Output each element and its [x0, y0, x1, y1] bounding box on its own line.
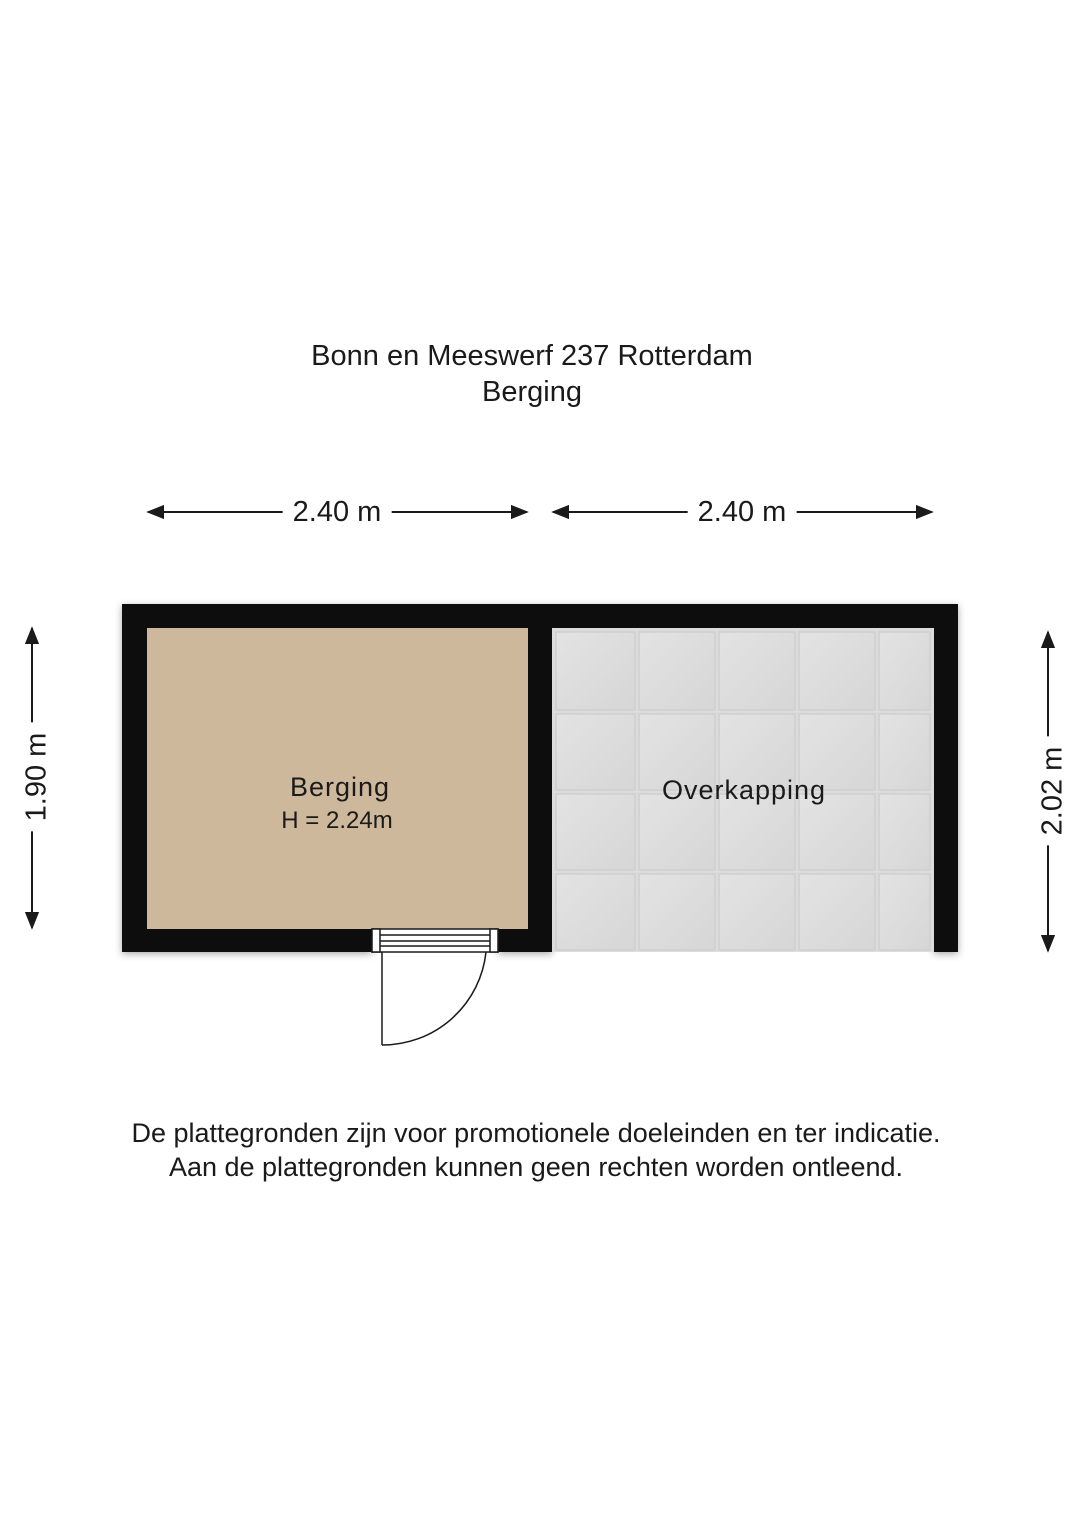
dimension-label-left: 1.90 m	[19, 723, 53, 832]
dimension-label-top-left: 2.40 m	[283, 495, 392, 529]
plan-address-title: Bonn en Meeswerf 237 Rotterdam	[311, 340, 753, 372]
disclaimer-line-2: Aan de plattegronden kunnen geen rechten worden ontleend.	[168, 1152, 904, 1182]
disclaimer-line-1: De plattegronden zijn voor promotionele doeleinden en ter indicatie.	[131, 1118, 941, 1148]
door-threshold	[372, 929, 498, 952]
door-swing	[382, 952, 486, 1045]
dimension-label-right: 2.02 m	[1035, 737, 1069, 846]
dimension-label-top-right: 2.40 m	[688, 495, 797, 529]
plan-floor-title: Berging	[482, 376, 582, 408]
room-height-berging: H = 2.24m	[281, 807, 393, 834]
room-label-overkapping: Overkapping	[661, 775, 827, 805]
room-label-berging: Berging	[289, 772, 391, 802]
